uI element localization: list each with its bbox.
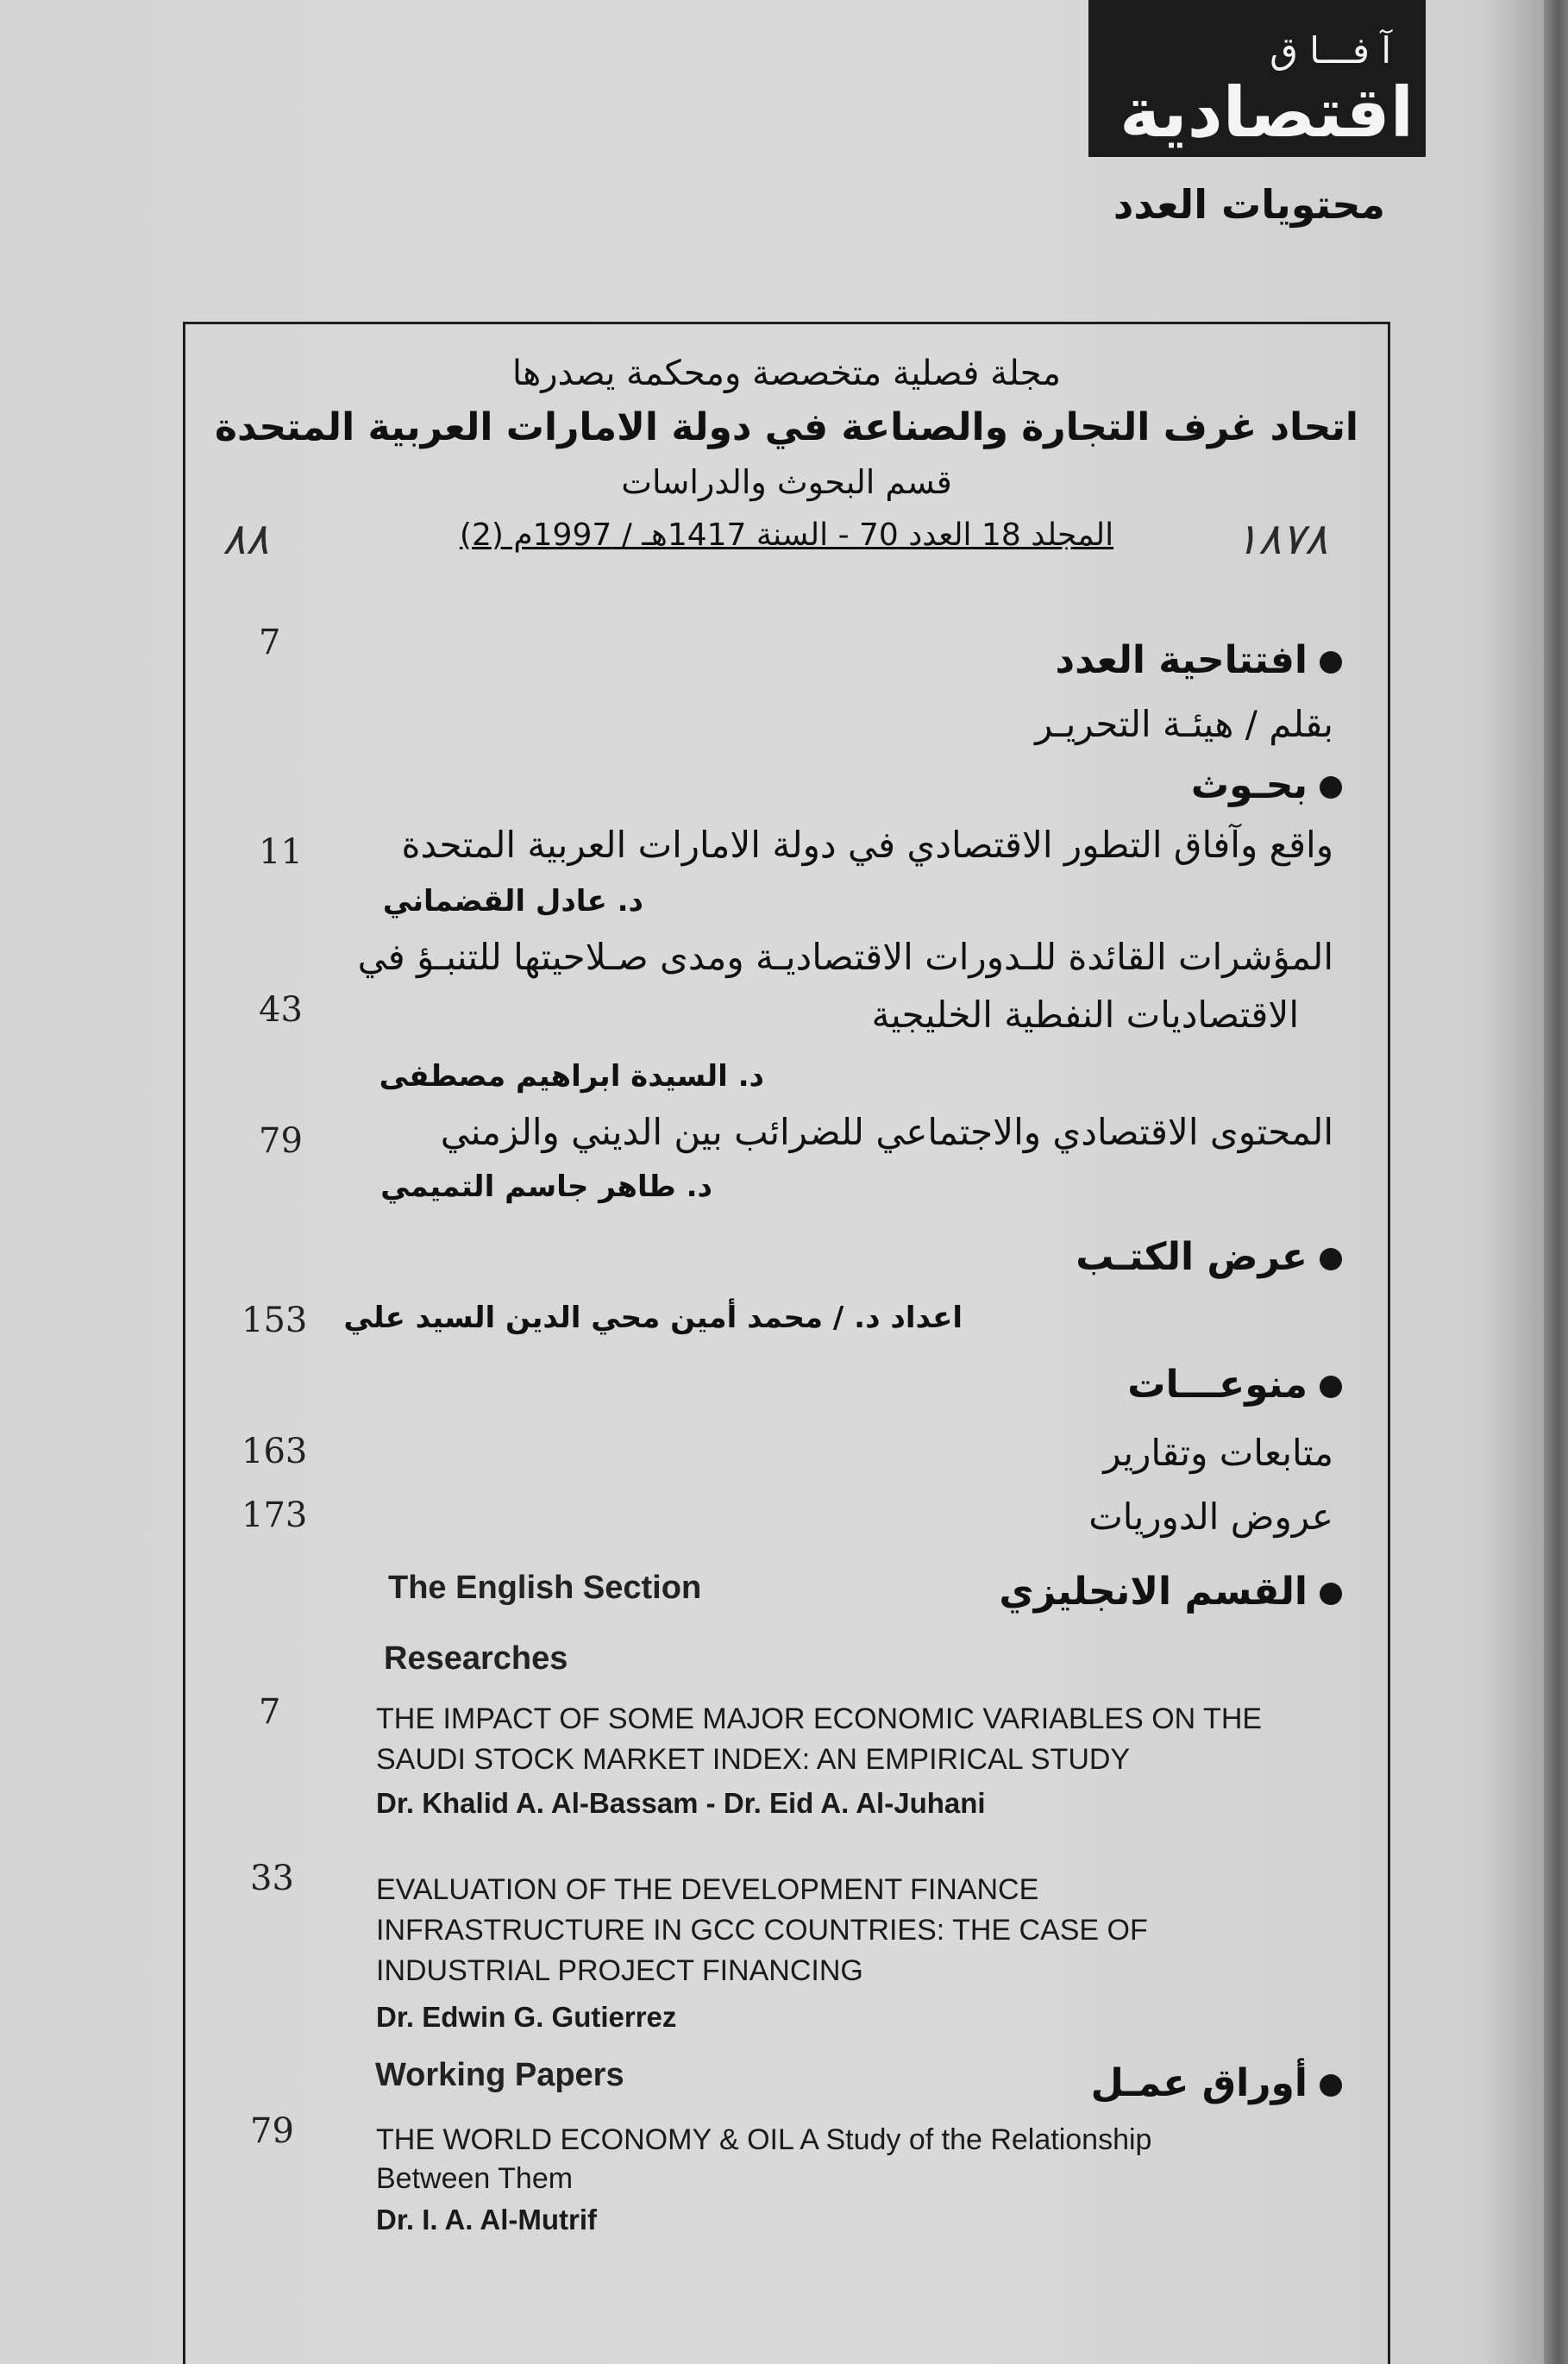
researches-heading: Researches <box>384 1640 568 1677</box>
section-working-papers-ar-title: أوراق عمـل <box>1090 2061 1308 2105</box>
logo-subtitle: آ فـــا ق <box>1270 29 1391 72</box>
section-research-title: بحـوث <box>1190 763 1308 807</box>
section-misc-title: منوعـــات <box>1127 1363 1308 1407</box>
page-number: 173 <box>241 1496 308 1535</box>
issue-info: المجلد 18 العدد 70 - السنة 1417هـ / 1997م (2) <box>459 517 1114 553</box>
section-editorial <box>1056 638 1342 682</box>
english-item-title: EVALUATION OF THE DEVELOPMENT FINANCE <box>376 1873 1039 1906</box>
english-item-author: Dr. Khalid A. Al-Bassam - Dr. Eid A. Al-Juhani <box>376 1787 986 1819</box>
bullet-icon <box>1320 1583 1342 1605</box>
english-section-title: The English Section <box>388 1570 702 1606</box>
page-number: 79 <box>259 1121 303 1161</box>
working-papers-heading: Working Papers <box>375 2057 624 2093</box>
research-item-title: واقع وآفاق التطور الاقتصادي في دولة الامارات العربية المتحدة <box>401 824 1333 866</box>
research-item-author: د. طاهر جاسم التميمي <box>380 1169 712 1204</box>
working-paper-title-cont: Between Them <box>376 2162 574 2195</box>
working-paper-author: Dr. I. A. Al-Mutrif <box>376 2204 598 2235</box>
binding-spine <box>1544 0 1568 2364</box>
research-item-title: المحتوى الاقتصادي والاجتماعي للضرائب بين الديني والزمني <box>440 1111 1333 1153</box>
section-english-ar-title: القسم الانجليزي <box>999 1570 1308 1614</box>
english-item-title-cont: SAUDI STOCK MARKET INDEX: AN EMPIRICAL STUDY <box>376 1743 1131 1776</box>
english-item-title: THE IMPACT OF SOME MAJOR ECONOMIC VARIABLES ON THE <box>376 1702 1263 1735</box>
section-research <box>1191 763 1342 807</box>
section-english-ar <box>999 1570 1342 1614</box>
misc-item-title: عروض الدوريات <box>1088 1496 1333 1538</box>
bullet-icon <box>1320 776 1342 799</box>
handwritten-mark-left: ٨٨ <box>223 514 269 564</box>
masthead-line3: قسم البحوث والدراسات <box>621 463 952 501</box>
page-number: 7 <box>259 623 281 662</box>
misc-item-title: متابعات وتقارير <box>1103 1432 1333 1474</box>
research-item-author: د. عادل القضماني <box>382 884 643 919</box>
bullet-icon <box>1320 651 1342 674</box>
research-item-author: د. السيدة ابراهيم مصطفى <box>379 1059 764 1094</box>
issue-line <box>183 517 1390 553</box>
english-item-author: Dr. Edwin G. Gutierrez <box>376 2001 677 2033</box>
section-misc <box>1127 1363 1342 1407</box>
section-books <box>1076 1235 1342 1279</box>
english-item-title-cont: INDUSTRIAL PROJECT FINANCING <box>376 1954 863 1987</box>
working-paper-title: THE WORLD ECONOMY & OIL A Study of the Relationship <box>376 2123 1152 2156</box>
research-item-title: المؤشرات القائدة للـدورات الاقتصاديـة ومدى صـلاحيتها للتنبـؤ في <box>357 936 1333 978</box>
bullet-icon <box>1320 2074 1342 2097</box>
books-byline: اعداد د. / محمد أمين محي الدين السيد علي <box>343 1301 963 1335</box>
handwritten-mark-right: ١٨٧٨ <box>1235 514 1328 564</box>
section-working-papers-ar <box>1091 2061 1342 2105</box>
page-number: 163 <box>241 1432 308 1471</box>
research-item-title-cont: الاقتصاديات النفطية الخليجية <box>871 994 1299 1036</box>
page-number: 33 <box>250 1859 294 1898</box>
magazine-logo <box>1088 0 1426 157</box>
page-number: 11 <box>259 832 303 872</box>
section-books-title: عرض الكتـب <box>1076 1235 1308 1279</box>
page-number: 153 <box>241 1301 308 1340</box>
bullet-icon <box>1320 1376 1342 1398</box>
bullet-icon <box>1320 1248 1342 1270</box>
english-item-title-cont: INFRASTRUCTURE IN GCC COUNTRIES: THE CASE OF <box>376 1914 1148 1947</box>
contents-heading: محتويات العدد <box>1113 181 1385 228</box>
page-number: 79 <box>250 2111 294 2151</box>
page-number: 7 <box>259 1692 281 1732</box>
masthead-line2: اتحاد غرف التجارة والصناعة في دولة الامارات العربية المتحدة <box>215 405 1358 449</box>
editorial-byline: بقلم / هيئـة التحريـر <box>1035 703 1333 745</box>
page-number: 43 <box>259 990 303 1030</box>
masthead-line1: مجلة فصلية متخصصة ومحكمة يصدرها <box>511 354 1062 393</box>
section-editorial-title: افتتاحية العدد <box>1055 638 1308 682</box>
logo-title: اقتصادية <box>1120 72 1414 153</box>
contents-frame <box>183 322 1390 2364</box>
